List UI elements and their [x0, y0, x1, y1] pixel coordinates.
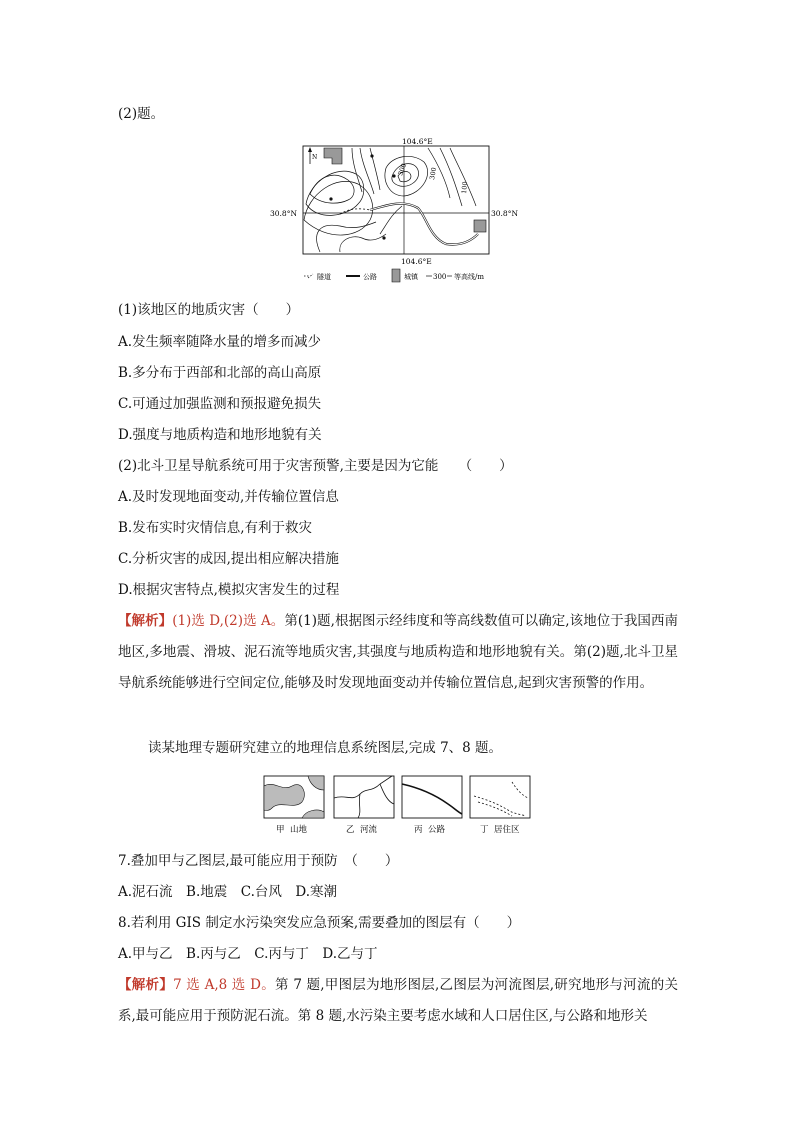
question-intro: (2)题。	[118, 106, 165, 122]
svg-text:河流: 河流	[360, 825, 378, 835]
contour-map	[270, 134, 519, 284]
svg-text:山地: 山地	[290, 825, 308, 835]
svg-text:300: 300	[396, 162, 409, 177]
lat-left-label: 30.8°N	[270, 209, 298, 218]
svg-text:300: 300	[428, 166, 439, 181]
analysis-label: 【解析】	[118, 977, 174, 993]
town-icon	[474, 220, 486, 232]
layer-residential	[470, 776, 530, 835]
q1-option-a: A.发生频率随降水量的增多而减少	[118, 334, 322, 350]
analysis-2	[118, 970, 678, 1032]
q7-stem: 7.叠加甲与乙图层,最可能应用于预防 （ ）	[118, 853, 399, 869]
q2-option-c: C.分析灾害的成因,提出相应解决措施	[118, 551, 339, 567]
q1-stem: (1)该地区的地质灾害（ ）	[118, 302, 300, 318]
analysis-text: 第 7 题,甲图层为地形图层,乙图层为河流图层,研究地形与河流的关系,最可能应用于预防泥石流。第 8 题,水污染主要考虑水域和人口居住区,与公路和地形关	[118, 977, 678, 1024]
north-arrow-icon	[308, 147, 317, 164]
q2-option-b: B.发布实时灾情信息,有利于救灾	[118, 520, 313, 536]
svg-text:隧道: 隧道	[317, 273, 331, 281]
svg-text:100: 100	[460, 181, 470, 195]
svg-text:N: N	[312, 154, 318, 161]
town-icon	[324, 148, 342, 164]
q2-option-a: A.及时发现地面变动,并传输位置信息	[118, 489, 339, 505]
svg-text:等高线/m: 等高线/m	[454, 273, 484, 281]
q8-options: A.甲与乙 B.丙与乙 C.丙与丁 D.乙与丁	[118, 946, 378, 962]
q1-option-d: D.强度与地质构造和地形地貌有关	[118, 427, 322, 443]
lat-right-label: 30.8°N	[491, 209, 519, 218]
svg-text:公路: 公路	[363, 273, 377, 281]
q8-stem: 8.若利用 GIS 制定水污染突发应急预案,需要叠加的图层有（ ）	[118, 915, 521, 931]
lon-bottom-label: 104.6°E	[401, 257, 432, 266]
q7-options: A.泥石流 B.地震 C.台风 D.寒潮	[118, 884, 338, 900]
q2-option-d: D.根据灾害特点,模拟灾害发生的过程	[118, 582, 340, 598]
analysis-answer: (1)选 D,(2)选 A。	[172, 613, 285, 629]
svg-text:公路: 公路	[428, 825, 446, 835]
svg-text:丙: 丙	[414, 825, 423, 835]
q1-option-c: C.可通过加强监测和预报避免损失	[118, 396, 322, 412]
q1-option-b: B.多分布于西部和北部的高山高原	[118, 365, 322, 381]
svg-text:居住区: 居住区	[494, 825, 520, 835]
gis-layers-figure	[262, 774, 532, 836]
analysis-label: 【解析】	[118, 613, 173, 629]
lon-top-label: 104.6°E	[402, 137, 433, 146]
analysis-1	[118, 606, 678, 699]
analysis-answer: 7 选 A,8 选 D。	[173, 977, 275, 993]
svg-text:丁: 丁	[480, 825, 489, 835]
svg-text:300: 300	[433, 273, 447, 281]
section-intro: 读某地理专题研究建立的地理信息系统图层,完成 7、8 题。	[148, 740, 503, 756]
layer-road	[402, 776, 462, 835]
layer-mountain	[264, 776, 324, 835]
svg-text:乙: 乙	[346, 825, 355, 835]
svg-text:城镇: 城镇	[404, 273, 418, 281]
svg-text:甲: 甲	[276, 825, 285, 835]
q2-stem: (2)北斗卫星导航系统可用于灾害预警,主要是因为它能 （ ）	[118, 458, 513, 474]
layer-river	[334, 776, 394, 835]
analysis-text: 第(1)题,根据图示经纬度和等高线数值可以确定,该地位于我国西南地区,多地震、滑坡、泥石流等地质灾害,其强度与地质构造和地形地貌有关。第(2)题,北斗卫星导航系统能够进行空间定位,能够及时发现地面变动并传输位置信息,起到灾害预警的作用。	[118, 613, 678, 691]
map-legend	[304, 269, 484, 282]
